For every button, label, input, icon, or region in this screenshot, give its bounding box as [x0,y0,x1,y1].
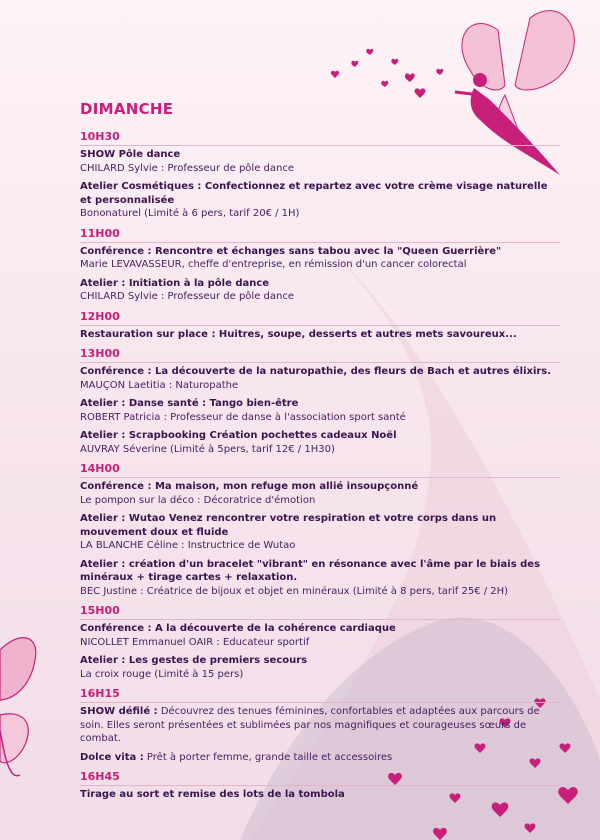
slot-time: 11H00 [80,227,560,243]
event-title: Atelier Cosmétiques : Confectionnez et repartez avec votre crème visage naturelle et personnalisée [80,181,548,206]
event-title: Restauration sur place : Huitres, soupe, desserts et autres mets savoureux... [80,328,517,340]
event [80,148,560,175]
slot-time: 15H00 [80,604,560,620]
event-title: Conférence : A la découverte de la cohérence cardiaque [80,623,396,634]
event-title: Tirage au sort et remise des lots de la tombola [80,789,345,800]
slot-time: 16H45 [80,770,560,786]
time-slot [80,462,560,598]
event-detail: CHILARD Sylvie : Professeur de pôle dance [80,291,294,302]
event-description [80,751,560,765]
event [80,180,560,221]
event-title: Conférence : Ma maison, mon refuge mon allié insoupçonné [80,481,419,492]
event-title: SHOW Pôle dance [80,149,181,160]
event [80,751,560,765]
butterfly-icon [0,638,36,776]
event-title: Atelier : Danse santé : Tango bien-être [80,398,299,409]
event [80,705,560,746]
event [80,558,560,599]
event-detail: AUVRAY Séverine (Limité à 5pers, tarif 12€ / 1H30) [80,443,335,455]
event-detail: NICOLLET Emmanuel OAIR : Educateur sportif [80,636,310,648]
event [80,397,560,424]
event-title: Conférence : Rencontre et échanges sans tabou avec la "Queen Guerrière" [80,245,502,257]
slot-time: 10H30 [80,130,560,146]
time-slot [80,310,560,342]
event-detail: MAUÇON Laetitia : Naturopathe [80,379,239,391]
event-title: Atelier : création d'un bracelet "vibrant" en résonance avec l'âme par le biais des minéraux + tirage cartes + relaxation. [80,558,541,583]
event [80,654,560,681]
event-text: Découvrez des tenues féminines, confortables et adaptées aux parcours de soin. Elles seront présentées et sublimées par nos magnifiques et courageuses sœurs de combat. [80,706,540,744]
day-title: DIMANCHE [80,100,174,118]
event [80,365,560,392]
event-detail: Bononaturel (Limité à 6 pers, tarif 20€ / 1H) [80,208,300,219]
event-detail: Marie LEVAVASSEUR, cheffe d'entreprise, en rémission d'un cancer colorectal [80,259,467,270]
event [80,622,560,649]
event-detail: Le pompon sur la déco : Décoratrice d'émotion [80,494,316,506]
floating-hearts [331,49,443,98]
event-lead: Dolce vita : [80,751,144,763]
event-title: Conférence : La découverte de la naturopathie, des fleurs de Bach et autres élixirs. [80,366,552,377]
time-slot [80,130,560,221]
slot-time: 16H15 [80,687,560,703]
time-slot [80,770,560,802]
event-title: Atelier : Scrapbooking Création pochettes cadeaux Noël [80,430,397,441]
event-title: Atelier : Initiation à la pôle dance [80,277,270,289]
event-detail: ROBERT Patricia : Professeur de danse à l'association sport santé [80,411,406,423]
event [80,512,560,553]
event-text: Prêt à porter femme, grande taille et accessoires [143,751,393,763]
time-slot [80,227,560,304]
event-title: Atelier : Les gestes de premiers secours [80,655,308,666]
event [80,277,560,304]
time-slot [80,604,560,681]
event-description [80,705,560,746]
event [80,245,560,272]
event-lead: SHOW défilé : [80,706,158,717]
event [80,429,560,456]
event [80,480,560,507]
event [80,328,560,342]
event-detail: La croix rouge (Limité à 15 pers) [80,668,244,680]
event [80,788,560,802]
slot-time: 14H00 [80,462,560,478]
event-detail: CHILARD Sylvie : Professeur de pôle dance [80,162,294,174]
time-slot [80,347,560,456]
slot-time: 13H00 [80,347,560,363]
event-title: Atelier : Wutao Venez rencontrer votre respiration et votre corps dans un mouvement doux et fluide [80,513,497,538]
time-slot [80,687,560,764]
program-content [80,100,560,808]
event-detail: LA BLANCHE Céline : Instructrice de Wutao [80,540,296,551]
event-detail: BEC Justine : Créatrice de bijoux et objet en minéraux (Limité à 8 pers, tarif 25€ / 2H) [80,585,509,597]
slot-time: 12H00 [80,310,560,326]
